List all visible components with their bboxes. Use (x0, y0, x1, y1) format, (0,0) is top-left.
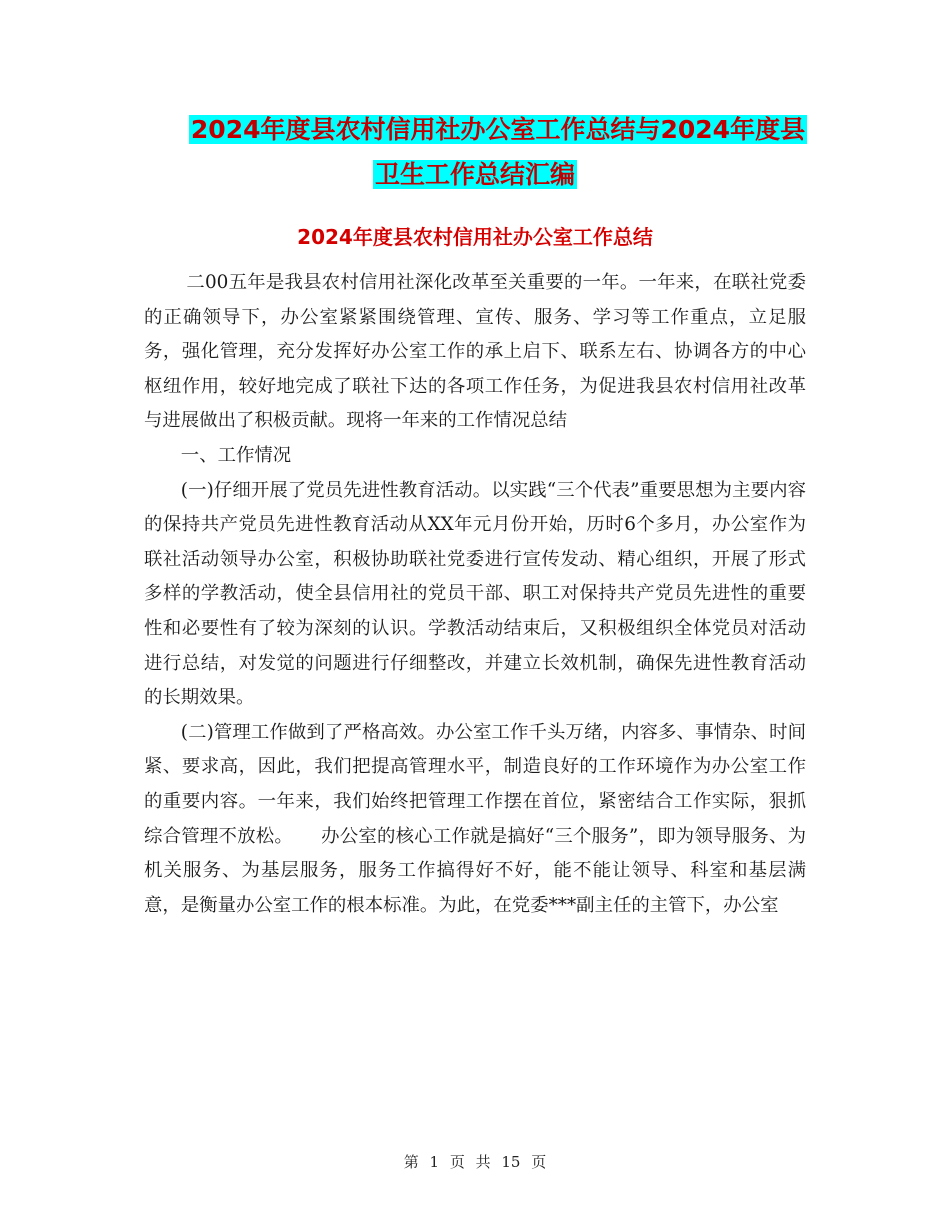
title-highlight: 2024年度县农村信用社办公室工作总结与2024年度县 (190, 115, 806, 144)
paragraph-management: (二)管理工作做到了严格高效。办公室工作千头万绪，内容多、事情杂、时间紧、要求高，因此，我们把提高管理水平，制造良好的工作环境作为办公室工作的重要内容。一年来，我们始终把管理工作摆在首位，紧密结合工作实际，狠抓综合管理不放松。 办公室的核心工作就是搞好“三个服务”，即为领导服务、为机关服务、为基层服务，服务工作搞得好不好，能不能让领导、科室和基层满意，是衡量办公室工作的根本标准。为此，在党委***副主任的主管下，办公室 (144, 721, 806, 916)
document-title-line-2 (0, 157, 950, 193)
title-highlight: 卫生工作总结汇编 (374, 160, 575, 189)
paragraph-party-education: (一)仔细开展了党员先进性教育活动。以实践“三个代表”重要思想为主要内容的保持共产党员先进性教育活动从XX年元月份开始，历时6个多月，办公室作为联社活动领导办公室，积极协助联社党委进行宣传发动、精心组织，开展了形式多样的学教活动，使全县信用社的党员干部、职工对保持共产党员先进性的重要性和必要性有了较为深刻的认识。学教活动结束后，又积极组织全体党员对活动进行总结，对发觉的问题进行仔细整改，并建立长效机制，确保先进性教育活动的长期效果。 (144, 479, 806, 709)
heading-work-situation: 一、工作情况 (180, 444, 292, 466)
page-number-footer: 第 1 页 共 15 页 (403, 1153, 547, 1171)
document-title-line-1 (0, 112, 950, 148)
paragraph-intro: 二00五年是我县农村信用社深化改革至关重要的一年。一年来，在联社党委的正确领导下，办公室紧紧围绕管理、宣传、服务、学习等工作重点，立足服务，强化管理，充分发挥好办公室工作的承上启下、联系左右、协调各方的中心枢纽作用，较好地完成了联社下达的各项工作任务，为促进我县农村信用社改革与进展做出了积极贡献。现将一年来的工作情况总结 (144, 272, 806, 432)
section-title: 2024年度县农村信用社办公室工作总结 (297, 225, 653, 249)
document-body (144, 266, 806, 923)
